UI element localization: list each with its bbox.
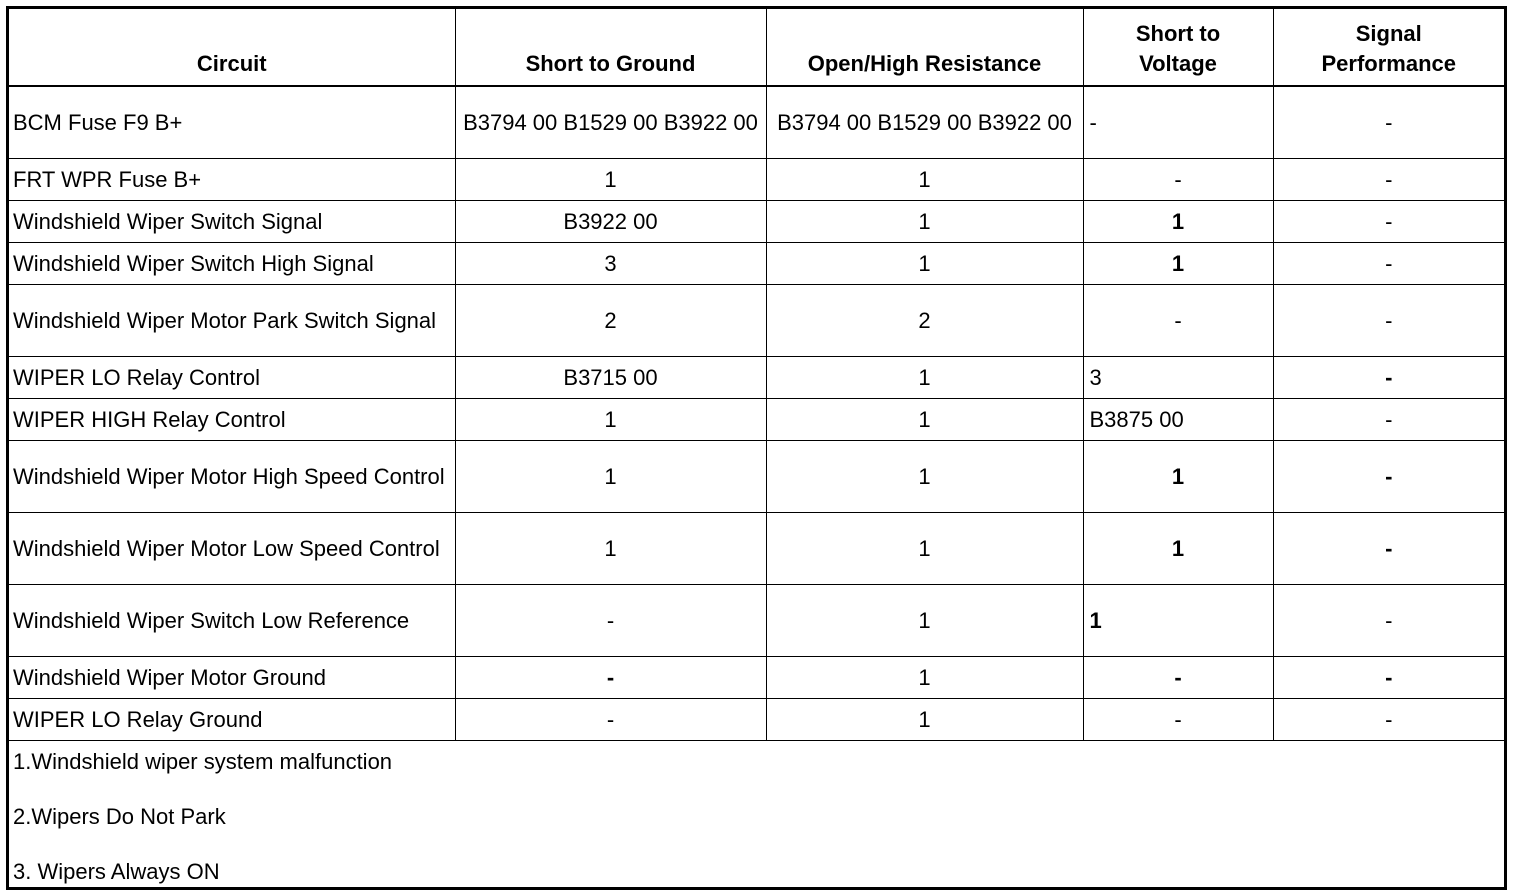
circuit-cell: WIPER LO Relay Ground	[9, 699, 455, 741]
short-to-ground-cell: B3922 00	[455, 201, 766, 243]
circuit-cell: WIPER HIGH Relay Control	[9, 399, 455, 441]
signal-performance-cell: -	[1273, 399, 1504, 441]
signal-performance-cell: -	[1273, 357, 1504, 399]
short-to-ground-cell: -	[455, 699, 766, 741]
short-to-voltage-cell: 3	[1083, 357, 1273, 399]
footnote-3: 3. Wipers Always ON	[13, 859, 220, 884]
open-high-resistance-cell: 1	[766, 699, 1083, 741]
table-row	[9, 285, 1504, 357]
circuit-cell: Windshield Wiper Switch High Signal	[9, 243, 455, 285]
open-high-resistance-cell: 1	[766, 585, 1083, 657]
header-signal-performance	[1273, 9, 1504, 86]
circuit-cell: Windshield Wiper Motor Low Speed Control	[9, 513, 455, 585]
circuit-cell: WIPER LO Relay Control	[9, 357, 455, 399]
circuit-dtc-table	[9, 9, 1504, 741]
table-row	[9, 86, 1504, 159]
open-high-resistance-cell: 1	[766, 243, 1083, 285]
open-high-resistance-cell: 1	[766, 201, 1083, 243]
signal-performance-cell: -	[1273, 513, 1504, 585]
short-to-ground-cell: -	[455, 585, 766, 657]
circuit-cell: Windshield Wiper Motor Ground	[9, 657, 455, 699]
table-header-row	[9, 9, 1504, 86]
open-high-resistance-cell: 1	[766, 441, 1083, 513]
table-row	[9, 357, 1504, 399]
open-high-resistance-cell: 1	[766, 399, 1083, 441]
table-row	[9, 159, 1504, 201]
header-short-to-ground: Short to Ground	[455, 9, 766, 86]
header-short-to-voltage-line2: Voltage	[1139, 51, 1217, 76]
short-to-ground-cell: 2	[455, 285, 766, 357]
header-signal-performance-line1: Signal	[1355, 21, 1422, 46]
header-circuit: Circuit	[9, 9, 455, 86]
short-to-ground-cell: 1	[455, 399, 766, 441]
footnote-2: 2.Wipers Do Not Park	[13, 804, 226, 829]
short-to-voltage-cell: -	[1083, 699, 1273, 741]
circuit-cell: BCM Fuse F9 B+	[9, 86, 455, 159]
short-to-ground-cell: 1	[455, 513, 766, 585]
header-open-high-resistance: Open/High Resistance	[766, 9, 1083, 86]
short-to-ground-cell: -	[455, 657, 766, 699]
short-to-voltage-cell: -	[1083, 86, 1273, 159]
short-to-ground-cell: 1	[455, 159, 766, 201]
short-to-ground-cell: 1	[455, 441, 766, 513]
signal-performance-cell: -	[1273, 657, 1504, 699]
table-row	[9, 201, 1504, 243]
circuit-cell: Windshield Wiper Motor High Speed Control	[9, 441, 455, 513]
signal-performance-cell: -	[1273, 585, 1504, 657]
circuit-cell: Windshield Wiper Motor Park Switch Signal	[9, 285, 455, 357]
table-row	[9, 399, 1504, 441]
header-short-to-voltage	[1083, 9, 1273, 86]
open-high-resistance-cell: 2	[766, 285, 1083, 357]
short-to-ground-cell: B3715 00	[455, 357, 766, 399]
circuit-cell: Windshield Wiper Switch Signal	[9, 201, 455, 243]
open-high-resistance-cell: 1	[766, 513, 1083, 585]
footnote-1: 1.Windshield wiper system malfunction	[13, 749, 393, 774]
table-row	[9, 585, 1504, 657]
signal-performance-cell: -	[1273, 201, 1504, 243]
short-to-voltage-cell: 1	[1083, 243, 1273, 285]
short-to-voltage-cell: 1	[1083, 585, 1273, 657]
short-to-voltage-cell: 1	[1083, 513, 1273, 585]
circuit-cell: FRT WPR Fuse B+	[9, 159, 455, 201]
footnotes	[9, 741, 1504, 887]
short-to-ground-cell: 3	[455, 243, 766, 285]
short-to-voltage-cell: -	[1083, 159, 1273, 201]
table-row	[9, 243, 1504, 285]
table-row	[9, 699, 1504, 741]
dtc-table-frame	[6, 6, 1507, 890]
table-row	[9, 513, 1504, 585]
short-to-voltage-cell: -	[1083, 657, 1273, 699]
short-to-voltage-cell: 1	[1083, 201, 1273, 243]
open-high-resistance-cell: 1	[766, 159, 1083, 201]
signal-performance-cell: -	[1273, 159, 1504, 201]
short-to-voltage-cell: B3875 00	[1083, 399, 1273, 441]
signal-performance-cell: -	[1273, 441, 1504, 513]
short-to-ground-cell: B3794 00 B1529 00 B3922 00	[455, 86, 766, 159]
signal-performance-cell: -	[1273, 699, 1504, 741]
signal-performance-cell: -	[1273, 243, 1504, 285]
table-row	[9, 657, 1504, 699]
short-to-voltage-cell: 1	[1083, 441, 1273, 513]
table-row	[9, 441, 1504, 513]
header-short-to-voltage-line1: Short to	[1135, 21, 1221, 46]
header-signal-performance-line2: Performance	[1321, 51, 1456, 76]
circuit-cell: Windshield Wiper Switch Low Reference	[9, 585, 455, 657]
open-high-resistance-cell: B3794 00 B1529 00 B3922 00	[766, 86, 1083, 159]
open-high-resistance-cell: 1	[766, 357, 1083, 399]
open-high-resistance-cell: 1	[766, 657, 1083, 699]
signal-performance-cell: -	[1273, 285, 1504, 357]
signal-performance-cell: -	[1273, 86, 1504, 159]
short-to-voltage-cell: -	[1083, 285, 1273, 357]
